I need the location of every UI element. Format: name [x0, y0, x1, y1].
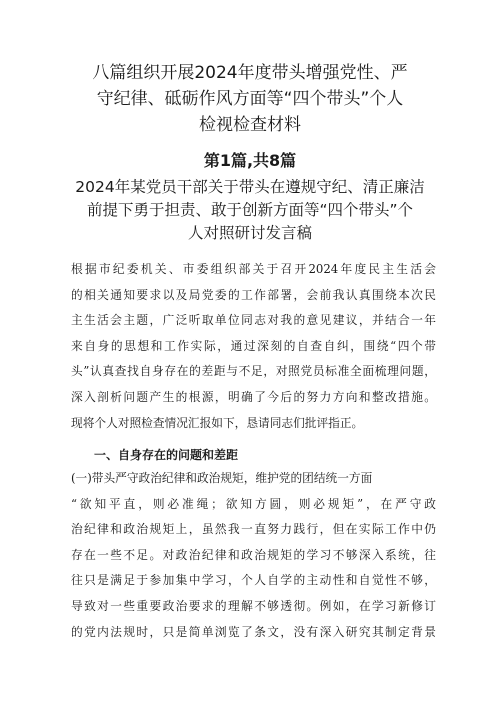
paragraph-line: 的党内法规时，只是简单浏览了条文，没有深入研究其制定背景 [71, 624, 436, 639]
document-title-line-3: 检视检查材料 [199, 115, 301, 135]
paragraph-line: 现将个人对照检查情况汇报如下，恳请同志们批评指正。 [71, 415, 364, 430]
paragraph-line: 往只是满足于参加集中学习，个人自学的主动性和自觉性不够， [71, 573, 436, 588]
speech-title-line-1: 2024年某党员干部关于带头在遵规守纪、清正廉洁 [75, 178, 425, 196]
paragraph-line: 主生活会主题，广泛听取单位同志对我的意见建议，并结合一年 [71, 313, 436, 328]
speech-title [30, 176, 470, 245]
paragraph-line: 导致对一些重要政治要求的理解不够透彻。例如，在学习新修订 [71, 598, 436, 613]
paragraph-line: 深入剖析问题产生的根源，明确了今后的努力方向和整改措施。 [71, 389, 436, 404]
paragraph-line: 存在一些不足。对政治纪律和政治规矩的学习不够深入系统，往 [71, 547, 436, 562]
paragraph-line: 来自身的思想和工作实际，通过深刻的自查自纠，围绕“四个带 [71, 338, 436, 353]
speech-title-line-3: 人对照研讨发言稿 [187, 224, 312, 242]
paragraph-line: “欲知平直，则必准绳；欲知方圆，则必规矩”，在严守政 [71, 496, 436, 511]
subsection-heading: (一)带头严守政治纪律和政治规矩，维护党的团结统一方面 [71, 471, 373, 485]
paragraph-line: 的相关通知要求以及局党委的工作部署，会前我认真围绕本次民 [71, 287, 436, 302]
subsection-paragraph [71, 466, 436, 645]
paragraph-line: 治纪律和政治规矩上，虽然我一直努力践行，但在实际工作中仍 [71, 522, 436, 537]
document-title-line-2: 守纪律、砥砺作风方面等“四个带头”个人 [96, 89, 404, 109]
speech-title-line-2: 前提下勇于担责、敢于创新方面等“四个带头”个 [86, 201, 414, 219]
intro-paragraph [71, 257, 436, 436]
part-label: 第1篇,共8篇 [203, 151, 297, 170]
document-title-line-1: 八篇组织开展2024年度带头增强党性、严 [92, 63, 408, 83]
paragraph-line: 根据市纪委机关、市委组织部关于召开2024年度民主生活会 [71, 262, 436, 276]
section-heading: 一、自身存在的问题和差距 [94, 448, 239, 462]
document-title [0, 60, 500, 138]
paragraph-line: 头”认真查找自身存在的差距与不足，对照党员标准全面梳理问题， [71, 364, 436, 379]
